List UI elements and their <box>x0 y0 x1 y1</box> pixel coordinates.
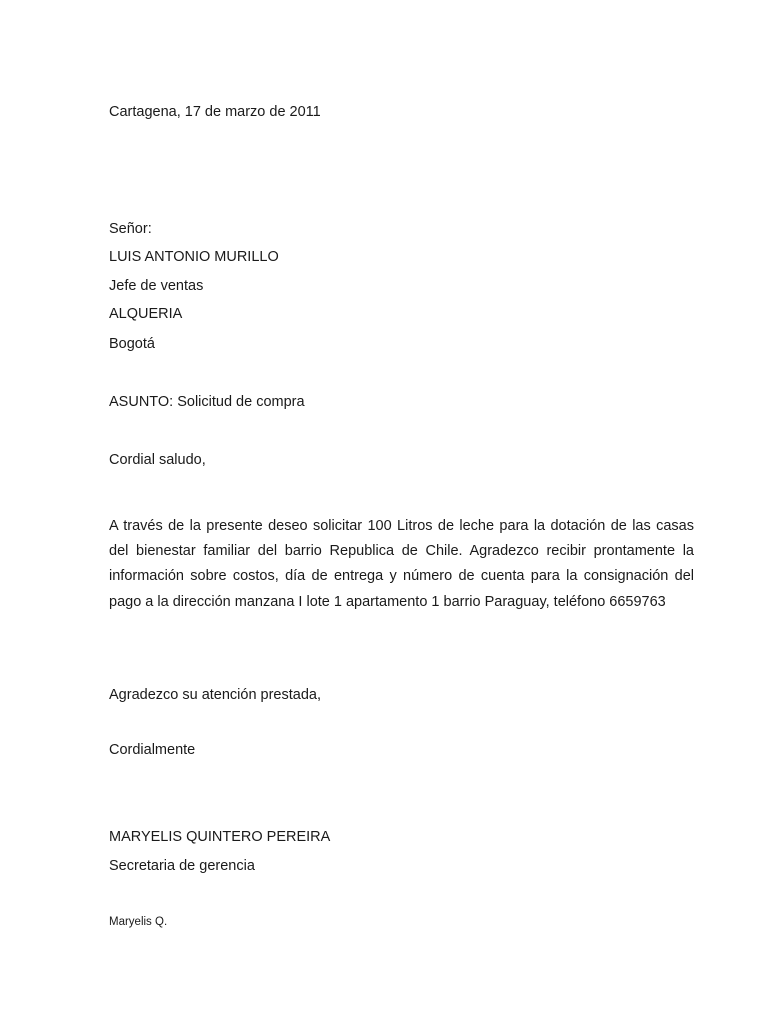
subject-line: ASUNTO: Solicitud de compra <box>109 394 305 410</box>
sender-position: Secretaria de gerencia <box>109 858 255 874</box>
recipient-city: Bogotá <box>109 336 155 352</box>
sender-name: MARYELIS QUINTERO PEREIRA <box>109 829 331 845</box>
thanks-line: Agradezco su atención prestada, <box>109 687 321 703</box>
signature: Maryelis Q. <box>109 916 168 928</box>
closing: Cordialmente <box>109 742 196 758</box>
recipient-salutation: Señor: <box>109 221 152 237</box>
recipient-name: LUIS ANTONIO MURILLO <box>109 249 279 265</box>
greeting: Cordial saludo, <box>109 452 206 468</box>
place-date: Cartagena, 17 de marzo de 2011 <box>109 104 321 120</box>
recipient-position: Jefe de ventas <box>109 278 204 294</box>
body-paragraph: A través de la presente deseo solicitar 100 Litros de leche para la dotación de las casas del bienestar familiar del barrio Republica de Chile. Agradezco recibir prontamente la información sobre costos, día de entrega y número de cuenta para la consignación del pago a la dirección manzana I lote 1 apartamento 1 barrio Paraguay, teléfono 6659763 <box>109 518 694 610</box>
recipient-company: ALQUERIA <box>109 306 183 322</box>
